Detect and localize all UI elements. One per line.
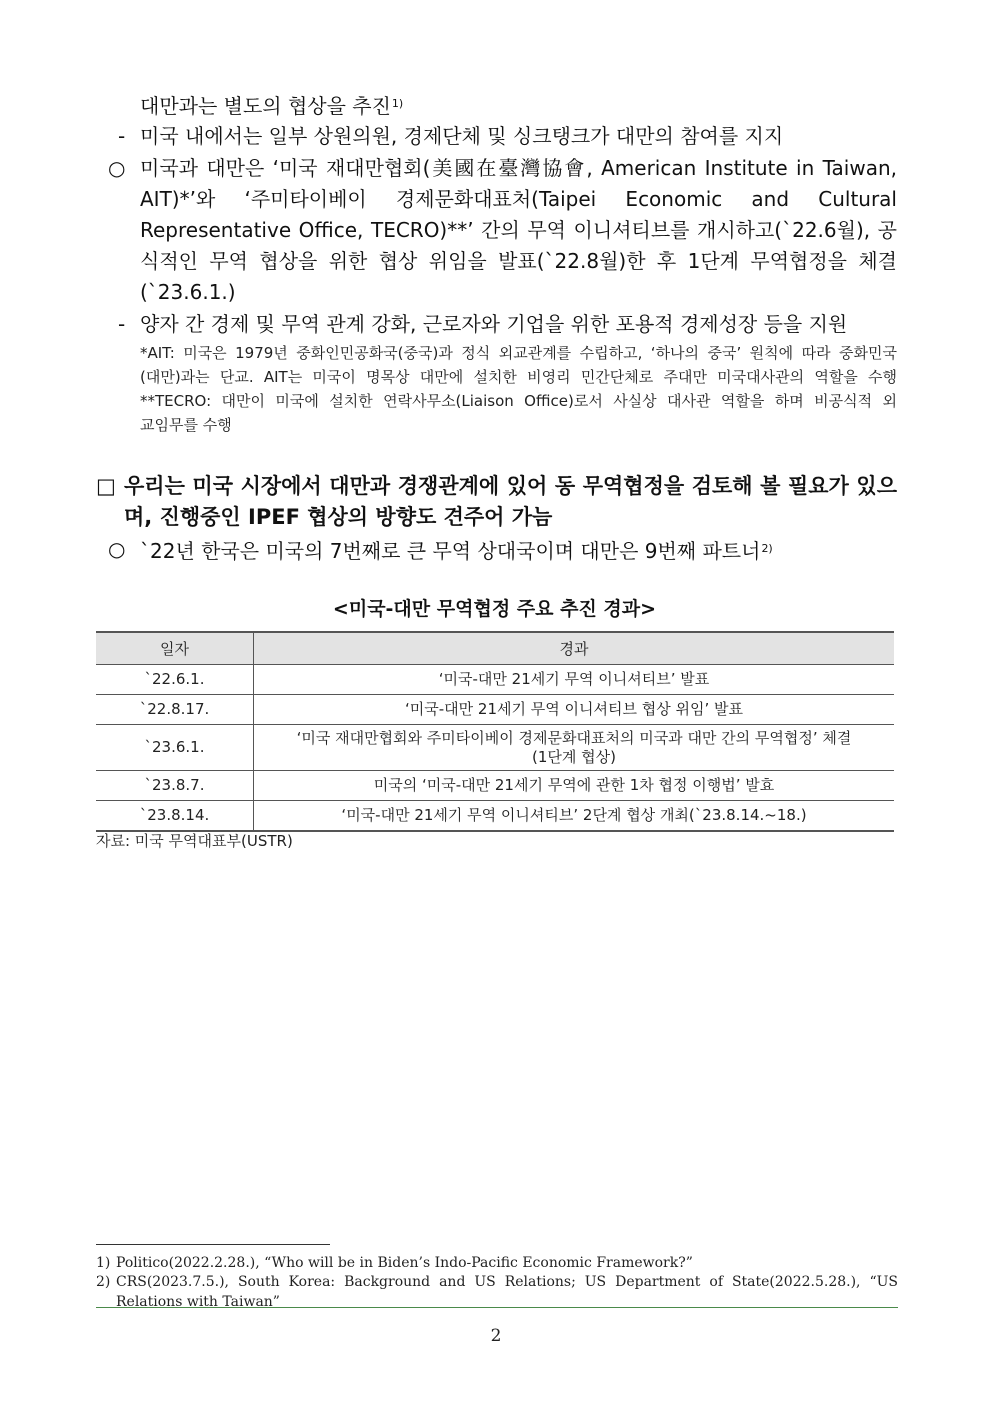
table-row: [96, 771, 894, 801]
note-line: **TECRO: 대만이 미국에 설치한 연락사무소(Liaison Office)로서 사실상 대사관 역할을 하며 비공식적 외: [140, 392, 897, 410]
footnote-ref-2[interactable]: 2): [761, 542, 773, 555]
footnote-number: 2): [96, 1274, 111, 1290]
table-source: 자료: 미국 무역대표부(USTR): [96, 832, 293, 850]
note-line: (대만)과는 단교. AIT는 미국이 명목상 대만에 설치한 비영리 민간단체로 주대만 미국대사관의 역할을 수행: [140, 368, 897, 386]
footnote: [96, 1272, 898, 1312]
dash-item-objectives: 양자 간 경제 및 무역 관계 강화, 근로자와 기업을 위한 포용적 경제성장 등을 지원: [140, 312, 848, 336]
cell-date: `23.8.14.: [96, 801, 254, 832]
cell-date: `23.6.1.: [96, 725, 254, 771]
table-row: [96, 725, 894, 771]
section-heading-line: 우리는 미국 시장에서 대만과 경쟁관계에 있어 동 무역협정을 검토해 볼 필요가 있으: [124, 474, 897, 498]
dash-marker: -: [118, 312, 126, 336]
circle-item-line: AIT)*’와 ‘주미타이베이 경제문화대표처(Taipei Economic and Cultural: [140, 187, 897, 211]
circle-item-line: (`23.6.1.): [140, 280, 236, 304]
note-line: 교임무를 수행: [140, 416, 232, 434]
column-header-date: 일자: [96, 632, 254, 665]
cell-event-line: ‘미국 재대만협회와 주미타이베이 경제문화대표처의 미국과 대만 간의 무역협정’ 체결: [296, 728, 852, 747]
progress-table: [96, 631, 894, 832]
note-line: *AIT: 미국은 1979년 중화인민공화국(중국)과 정식 외교관계를 수립하고, ‘하나의 중국’ 원칙에 따라 중화민국: [140, 344, 897, 362]
circle-item-line: 미국과 대만은 ‘미국 재대만협회(美國在臺灣協會, American Institute in Taiwan,: [140, 156, 897, 180]
cell-date: `22.6.1.: [96, 665, 254, 695]
footnote-text: CRS(2023.7.5.), South Korea: Background and US Relations; US Department of State(2022.5.28.), “US Relations with Taiwan”: [116, 1274, 898, 1310]
circle-item-trade-partner: `22년 한국은 미국의 7번째로 큰 무역 상대국이며 대만은 9번째 파트너$^{2)}$: [140, 539, 773, 563]
cell-event: [254, 725, 895, 771]
circle-item-line: Representative Office, TECRO)**’ 간의 무역 이니셔티브를 개시하고(`22.6월), 공: [140, 218, 897, 242]
cell-event: ‘미국-대만 21세기 무역 이니셔티브’ 2단계 협상 개최(`23.8.14.~18.): [254, 801, 895, 832]
cell-event: ‘미국-대만 21세기 무역 이니셔티브’ 발표: [254, 665, 895, 695]
table-row: [96, 801, 894, 832]
table-title: <미국-대만 무역협정 주요 추진 경과>: [332, 598, 657, 620]
table-row: [96, 665, 894, 695]
dash-marker: -: [118, 124, 126, 148]
footnote-separator: [96, 1244, 330, 1245]
footnote-text: Politico(2022.2.28.), “Who will be in Biden’s Indo-Pacific Economic Framework?”: [116, 1255, 693, 1271]
circle-marker: ○: [108, 156, 126, 180]
footnote: [96, 1253, 898, 1273]
circle-marker: ○: [108, 537, 126, 561]
cell-event: 미국의 ‘미국-대만 21세기 무역에 관한 1차 협정 이행법’ 발효: [254, 771, 895, 801]
continued-line: 대만과는 별도의 협상을 추진$^{1)}$: [140, 94, 404, 118]
table-row: [96, 695, 894, 725]
cell-event-line: (1단계 협상): [532, 747, 616, 766]
footnote-bottom-rule: [96, 1307, 898, 1308]
cell-date: `23.8.7.: [96, 771, 254, 801]
footnote-ref-1[interactable]: 1): [391, 97, 404, 110]
circle-item-line: 식적인 무역 협상을 위한 협상 위임을 발표(`22.8월)한 후 1단계 무역협정을 체결: [140, 249, 897, 273]
section-heading-line: 며, 진행중인 IPEF 협상의 방향도 견주어 가늠: [124, 505, 553, 529]
footnote-number: 1): [96, 1255, 111, 1271]
column-header-progress: 경과: [254, 632, 895, 665]
square-marker: □: [96, 474, 116, 498]
table-header-row: [96, 632, 894, 665]
cell-event: ‘미국-대만 21세기 무역 이니셔티브 협상 위임’ 발표: [254, 695, 895, 725]
page-number: 2: [490, 1326, 502, 1346]
cell-date: `22.8.17.: [96, 695, 254, 725]
dash-item-support: 미국 내에서는 일부 상원의원, 경제단체 및 싱크탱크가 대만의 참여를 지지: [140, 124, 784, 148]
